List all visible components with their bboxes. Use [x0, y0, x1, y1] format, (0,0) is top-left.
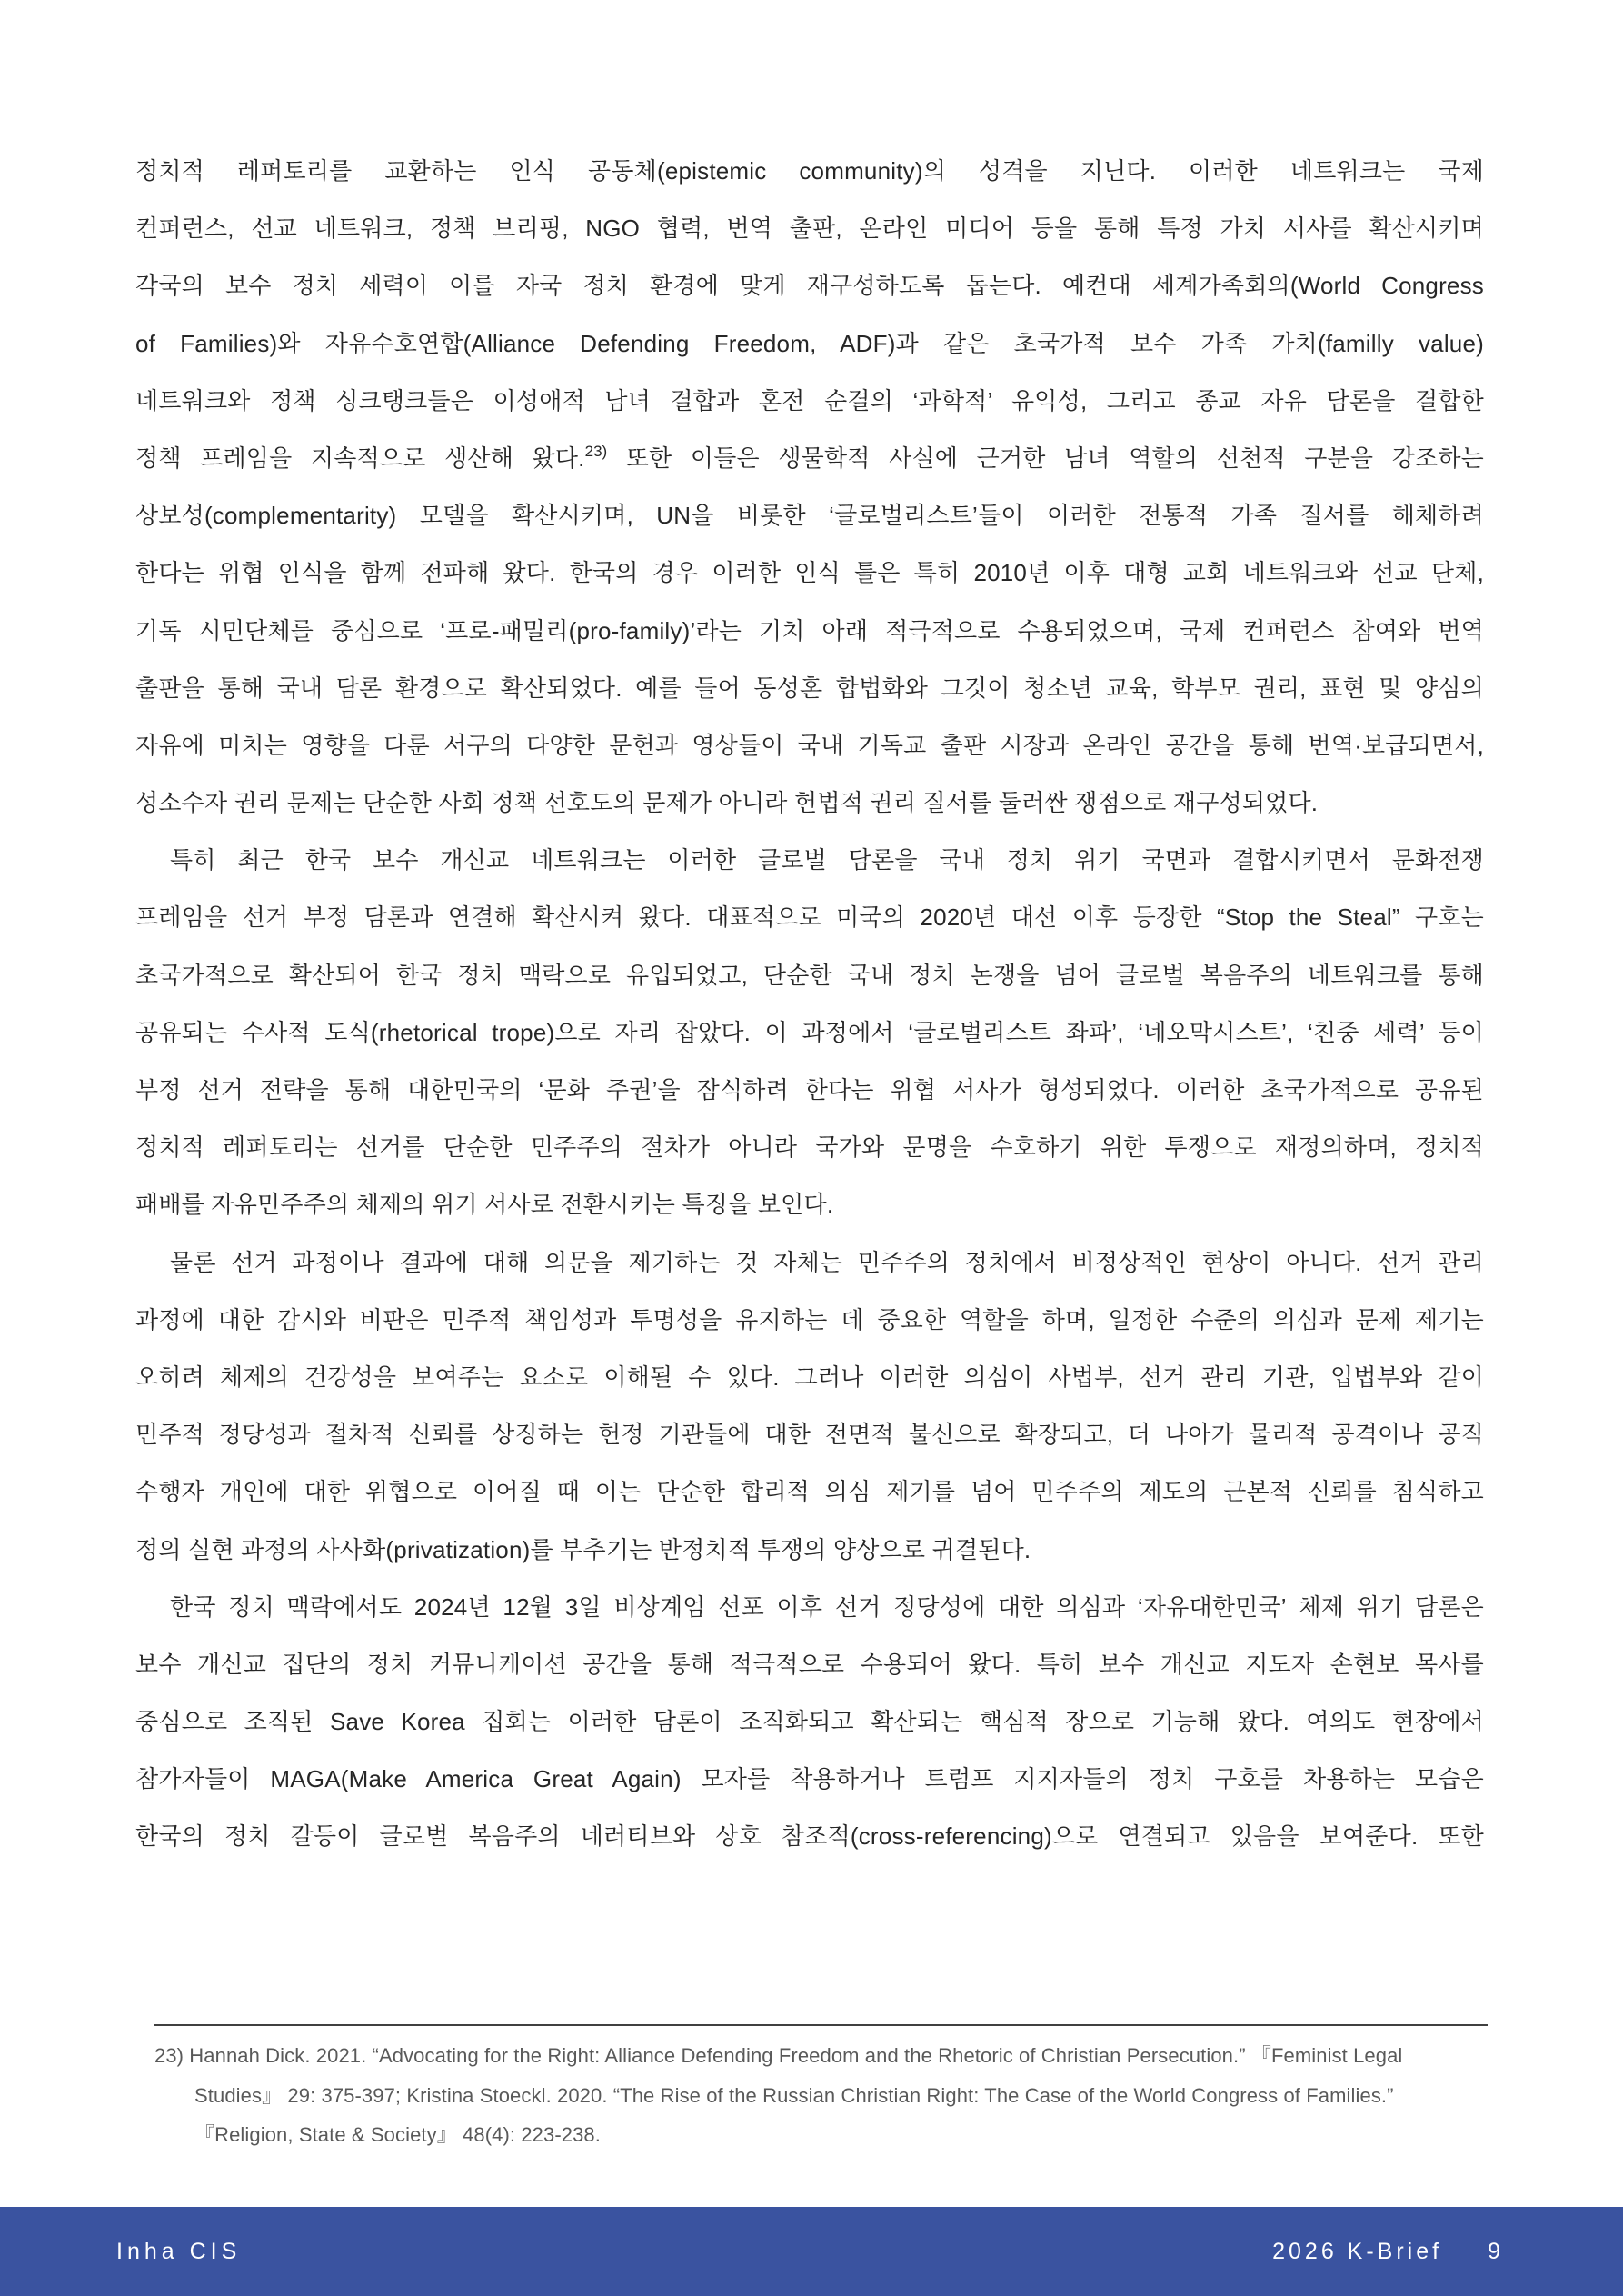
- body-line: 정치적 레퍼토리는 선거를 단순한 민주주의 절차가 아니라 국가와 문명을 수호하기 위한 투쟁으로 재정의하며, 정치적: [135, 1133, 1484, 1162]
- body-line: 특히 최근 한국 보수 개신교 네트워크는 이러한 글로벌 담론을 국내 정치 위기 국면과 결합시키면서 문화전쟁: [170, 846, 1484, 874]
- body-line: 네트워크와 정책 싱크탱크들은 이성애적 남녀 결합과 혼전 순결의 ‘과학적’ 유익성, 그리고 종교 자유 담론을 결합한: [135, 386, 1484, 414]
- body-line: 참가자들이 MAGA(Make America Great Again) 모자를 착용하거나 트럼프 지지자들의 정치 구호를 차용하는 모습은: [135, 1765, 1484, 1793]
- page-footer: [0, 2207, 1623, 2296]
- body-line: 출판을 통해 국내 담론 환경으로 확산되었다. 예를 들어 동성혼 합법화와 그것이 청소년 교육, 학부모 권리, 표현 및 양심의: [135, 674, 1484, 702]
- body-line: 상보성(complementarity) 모델을 확산시키며, UN을 비롯한 ‘글로벌리스트’들이 이러한 전통적 가족 질서를 해체하려: [135, 502, 1484, 530]
- body-line: 중심으로 조직된 Save Korea 집회는 이러한 담론이 조직화되고 확산되는 핵심적 장으로 기능해 왔다. 여의도 현장에서: [135, 1708, 1484, 1736]
- body-line: 보수 개신교 집단의 정치 커뮤니케이션 공간을 통해 적극적으로 수용되어 왔다. 특히 보수 개신교 지도자 손현보 목사를: [135, 1650, 1484, 1678]
- footnote: [154, 2036, 1490, 2155]
- body-line: 초국가적으로 확산되어 한국 정치 맥락으로 유입되었고, 단순한 국내 정치 논쟁을 넘어 글로벌 복음주의 네트워크를 통해: [135, 961, 1484, 989]
- body-line: 부정 선거 전략을 통해 대한민국의 ‘문화 주권’을 잠식하려 한다는 위협 서사가 형성되었다. 이러한 초국가적으로 공유된: [135, 1076, 1484, 1103]
- body-line: 각국의 보수 정치 세력이 이를 자국 정치 환경에 맞게 재구성하도록 돕는다. 예컨대 세계가족회의(World Congress: [135, 272, 1484, 300]
- body-line: 한다는 위협 인식을 함께 전파해 왔다. 한국의 경우 이러한 인식 틀은 특히 2010년 이후 대형 교회 네트워크와 선교 단체,: [135, 559, 1484, 587]
- body-line: 성소수자 권리 문제는 단순한 사회 정책 선호도의 문제가 아니라 헌법적 권리 질서를 둘러싼 쟁점으로 재구성되었다.: [135, 789, 1319, 817]
- body-line: 민주적 정당성과 절차적 신뢰를 상징하는 헌정 기관들에 대한 전면적 불신으로 확장되고, 더 나아가 물리적 공격이나 공직: [135, 1421, 1484, 1449]
- footer-page-number: 9: [1488, 2238, 1504, 2264]
- footnote-reference-marker: 23): [584, 442, 608, 460]
- body-line: 오히려 체제의 건강성을 보여주는 요소로 이해될 수 있다. 그러나 이러한 의심이 사법부, 선거 관리 기관, 입법부와 같이: [135, 1363, 1484, 1391]
- body-line: 프레임을 선거 부정 담론과 연결해 확산시켜 왔다. 대표적으로 미국의 2020년 대선 이후 등장한 “Stop the Steal” 구호는: [135, 903, 1484, 932]
- footnote-divider: [154, 2024, 1488, 2026]
- body-line: 정치적 레퍼토리를 교환하는 인식 공동체(epistemic community)의 성격을 지닌다. 이러한 네트워크는 국제: [135, 157, 1484, 185]
- body-line: 한국 정치 맥락에서도 2024년 12월 3일 비상계엄 선포 이후 선거 정당성에 대한 의심과 ‘자유대한민국’ 체제 위기 담론은: [170, 1592, 1484, 1621]
- body-line: 물론 선거 과정이나 결과에 대해 의문을 제기하는 것 자체는 민주주의 정치에서 비정상적인 현상이 아니다. 선거 관리: [170, 1248, 1484, 1276]
- body-line: 자유에 미치는 영향을 다룬 서구의 다양한 문헌과 영상들이 국내 기독교 출판 시장과 온라인 공간을 통해 번역·보급되면서,: [135, 731, 1484, 759]
- body-line: 컨퍼런스, 선교 네트워크, 정책 브리핑, NGO 협력, 번역 출판, 온라인 미디어 등을 통해 특정 가치 서사를 확산시키며: [135, 215, 1484, 243]
- body-line: of Families)와 자유수호연합(Alliance Defending Freedom, ADF)과 같은 초국가적 보수 가족 가치(familly value): [135, 329, 1484, 357]
- body-line: 수행자 개인에 대한 위협으로 이어질 때 이는 단순한 합리적 의심 제기를 넘어 민주주의 제도의 근본적 신뢰를 침식하고: [135, 1478, 1484, 1506]
- footnote-line: 23) Hannah Dick. 2021. “Advocating for the Right: Alliance Defending Freedom and the Rhetoric of Christian Persecution.” 『Feminist Legal: [154, 2044, 1403, 2067]
- body-line: 정책 프레임을 지속적으로 생산해 왔다.$^{23)}$ 또한 이들은 생물학적 사실에 근거한 남녀 역할의 선천적 구분을 강조하는: [135, 442, 1484, 472]
- footnote-line: Studies』 29: 375-397; Kristina Stoeckl. 2020. “The Rise of the Russian Christian Right: The Case of the World Congress of Families.”: [194, 2083, 1394, 2107]
- body-line: 정의 실현 과정의 사사화(privatization)를 부추기는 반정치적 투쟁의 양상으로 귀결된다.: [135, 1535, 1031, 1563]
- footer-right-group: [1272, 2239, 1504, 2265]
- footer-publication-title: 2026 K-Brief: [1272, 2238, 1443, 2264]
- body-line: 한국의 정치 갈등이 글로벌 복음주의 네러티브와 상호 참조적(cross-referencing)으로 연결되고 있음을 보여준다. 또한: [135, 1822, 1484, 1851]
- body-line: 공유되는 수사적 도식(rhetorical trope)으로 자리 잡았다. 이 과정에서 ‘글로벌리스트 좌파’, ‘네오막시스트’, ‘친중 세력’ 등이: [135, 1018, 1484, 1046]
- body-line: 패배를 자유민주주의 체제의 위기 서사로 전환시키는 특징을 보인다.: [135, 1191, 834, 1219]
- body-line: 기독 시민단체를 중심으로 ‘프로-패밀리(pro-family)’라는 기치 아래 적극적으로 수용되었으며, 국제 컨퍼런스 참여와 번역: [135, 616, 1484, 644]
- footnote-line: 『Religion, State & Society』 48(4): 223-238.: [194, 2123, 601, 2146]
- body-line: 과정에 대한 감시와 비판은 민주적 책임성과 투명성을 유지하는 데 중요한 역할을 하며, 일정한 수준의 의심과 문제 제기는: [135, 1305, 1484, 1333]
- footer-organization: Inha CIS: [116, 2238, 242, 2264]
- article-body: [135, 143, 1484, 1866]
